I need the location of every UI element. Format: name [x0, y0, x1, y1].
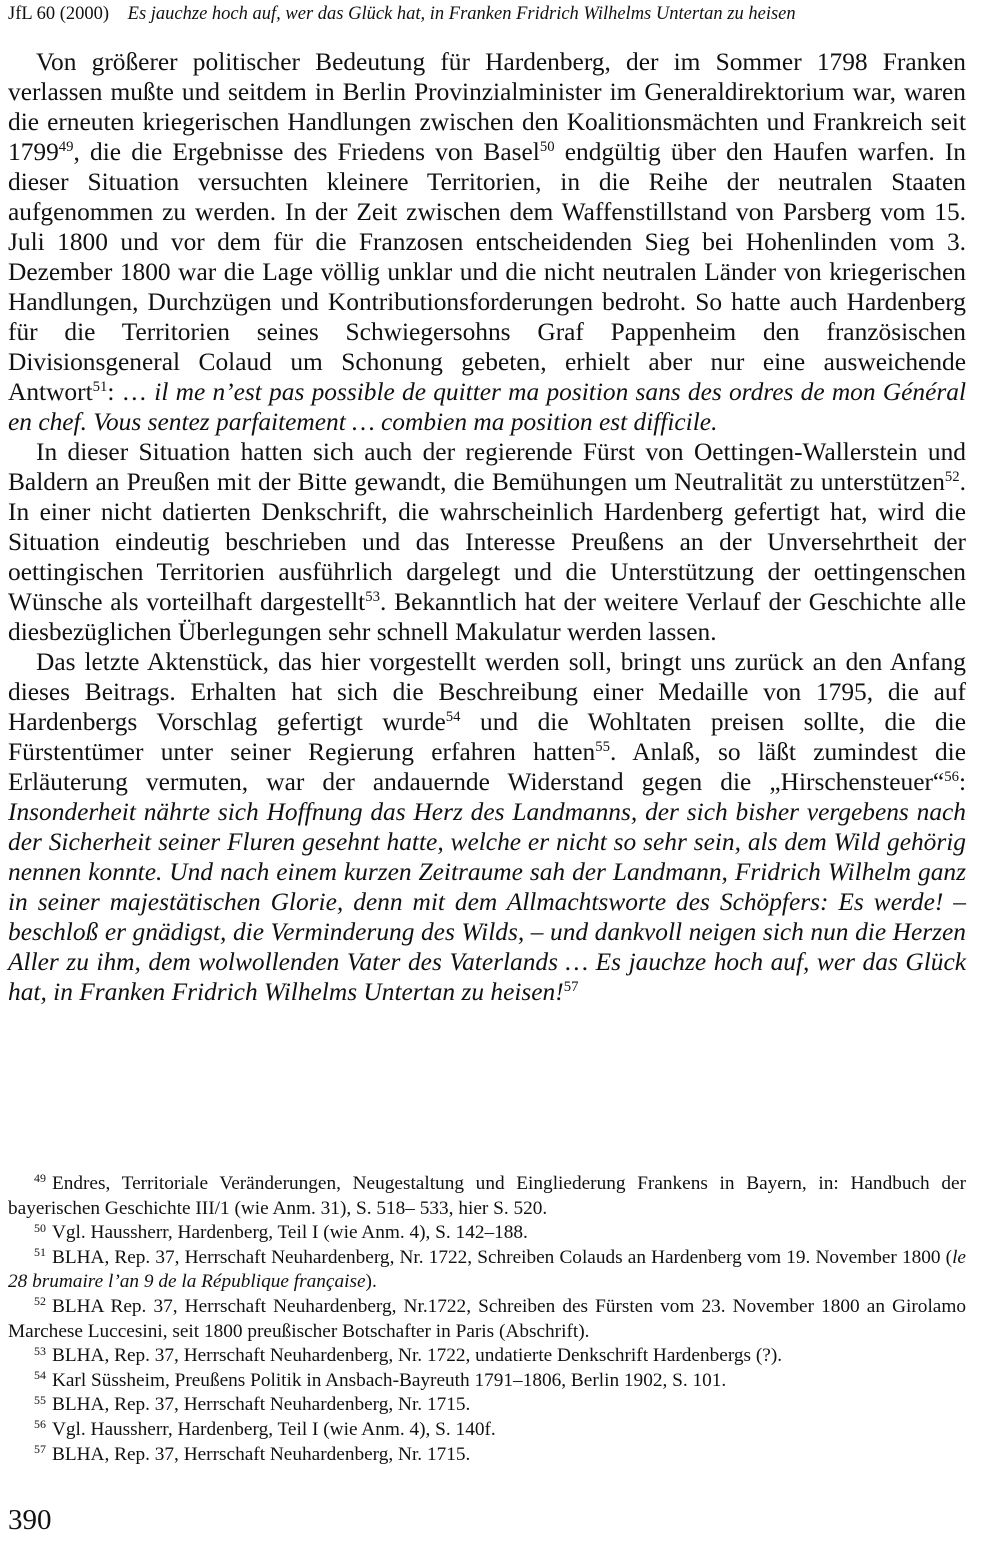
footnote-ref: 56	[944, 768, 959, 785]
footnote-number: 53	[34, 1343, 46, 1358]
footnote	[8, 1344, 966, 1369]
text-run: :	[958, 768, 966, 796]
footnote-number: 54	[34, 1368, 46, 1383]
text-run: : …	[107, 378, 155, 406]
footnote	[8, 1246, 966, 1295]
text-run: Vgl. Haussherr, Hardenberg, Teil I (wie Anm. 4), S. 140f.	[51, 1418, 496, 1440]
footnote	[8, 1418, 966, 1443]
footnote-ref: 57	[563, 978, 579, 995]
text-run: In dieser Situation hatten sich auch der regierende Fürst von Oettingen-Wallerstein und Baldern an Preußen mit der Bitte gewandt, die Bemühungen um Neutralität zu unterstützen	[8, 438, 966, 496]
text-run: ).	[365, 1271, 377, 1293]
footnote-number: 55	[34, 1392, 46, 1407]
text-run: Das letzte Aktenstück, das hier vorgestellt werden soll, bringt uns zurück an den Anfang dieses Beitrags. Erhalten hat sich die Beschreibung einer Medaille von 1795, die auf Hardenbergs Vorschlag gefertigt wurde	[8, 648, 966, 736]
italic-quote: Insonderheit nährte sich Hoffnung das Herz des Landmanns, der sich bisher vergebens nach der Sicherheit seiner Fluren gesehnt hatte, welche er nicht so sehr sein, als dem Wild gehörig nennen konnte. Und nach einem kurzen Zeitraume sah der Landmann, Fridrich Wilhelm ganz in seiner majestätischen Glorie, denn mit dem Allmachtsworte des Schöpfers: Es werde! – beschloß er gnädigst, die Verminderung des Wilds, – und dankvoll neigen sich nun die Herzen Aller zu ihm, dem wolwollenden Vater des Vaterlands … Es jauchze hoch auf, wer das Glück hat, in Franken Fridrich Wilhelms Untertan zu heisen!	[8, 798, 966, 1006]
footnote-ref: 50	[539, 138, 555, 155]
text-run: BLHA Rep. 37, Herrschaft Neuhardenberg, Nr.1722, Schreiben des Fürsten vom 23. November 1800 an Girolamo Marchese Luccesini, seit 1800 preußischer Botschafter in Paris (Abschrift).	[8, 1295, 966, 1342]
footnote	[8, 1369, 966, 1394]
text-run: und die Wohltaten preisen sollte, die die Fürstentümer unter seiner Regierung erfahren hatten	[8, 708, 966, 766]
text-run: . Bekanntlich hat der weitere Verlauf der Geschichte alle diesbezüglichen Überlegungen sehr schnell Makulatur werden lassen.	[8, 588, 966, 646]
journal-reference: JfL 60 (2000)	[8, 4, 110, 24]
footnote-number: 52	[34, 1294, 46, 1309]
footnote-number: 57	[34, 1441, 46, 1456]
footnote-ref: 53	[365, 588, 380, 605]
footnote-number: 51	[34, 1245, 46, 1260]
footnote	[8, 1393, 966, 1418]
footnote-ref: 51	[92, 378, 108, 395]
text-run: . Anlaß, so läßt zumindest die Erläuterung vermuten, war der andauernde Widerstand gegen die „Hirschensteuer“	[8, 738, 966, 796]
footnotes	[8, 1172, 966, 1467]
paragraph	[8, 647, 966, 1007]
running-header	[8, 4, 988, 25]
italic-quote: il me n’est pas possible de quitter ma position sans des ordres de mon Général en chef. Vous sentez parfaitement … combien ma position est difficile.	[8, 378, 966, 436]
footnote-number: 49	[34, 1171, 46, 1186]
footnote-ref: 55	[595, 738, 610, 755]
footnote	[8, 1172, 966, 1221]
text-run: , die die Ergebnisse des Friedens von Basel	[73, 138, 540, 166]
footnote-ref: 49	[58, 138, 74, 155]
text-run: Endres, Territoriale Veränderungen, Neugestaltung und Eingliederung Frankens in Bayern, in: Handbuch der bayerischen Geschichte III/1 (wie Anm. 31), S. 518– 533, hier S. 520.	[8, 1173, 966, 1219]
running-title: Es jauchze hoch auf, wer das Glück hat, in Franken Fridrich Wilhelms Untertan zu heisen	[127, 4, 796, 24]
footnote-ref: 54	[445, 708, 461, 725]
paragraph	[8, 47, 966, 437]
footnote	[8, 1443, 966, 1468]
footnote	[8, 1221, 966, 1246]
text-run: Vgl. Haussherr, Hardenberg, Teil I (wie Anm. 4), S. 142–188.	[51, 1222, 528, 1244]
text-run: BLHA, Rep. 37, Herrschaft Neuhardenberg, Nr. 1715.	[51, 1394, 471, 1416]
italic-quote: le 28 brumaire l’an 9 de la République française	[8, 1246, 966, 1293]
page-number: 390	[8, 1504, 52, 1536]
text-run: BLHA, Rep. 37, Herrschaft Neuhardenberg, Nr. 1715.	[51, 1443, 471, 1465]
footnote-ref: 52	[944, 468, 960, 485]
text-run: Von größerer politischer Bedeutung für Hardenberg, der im Sommer 1798 Franken verlassen mußte und seitdem in Berlin Provinzialminister im Generaldirektorium war, waren die erneuten kriegerischen Handlungen zwischen den Koalitionsmächten und Frankreich seit 1799	[8, 48, 966, 166]
text-run: . In einer nicht datierten Denkschrift, die wahrscheinlich Hardenberg gefertigt hat, wird die Situation eindeutig beschrieben und das Interesse Preußens an der Unversehrtheit der oettingischen Territorien ausführlich dargelegt und die Unterstützung der oettingenschen Wünsche als vorteilhaft dargestellt	[8, 468, 966, 616]
footnote-number: 56	[34, 1417, 46, 1432]
footnote	[8, 1295, 966, 1344]
paragraph	[8, 437, 966, 647]
text-run: endgültig über den Haufen warfen. In dieser Situation versuchten kleinere Territorien, in die Reihe der neutralen Staaten aufgenommen zu werden. In der Zeit zwischen dem Waffenstillstand von Parsberg vom 15. Juli 1800 und vor dem für die Franzosen entscheidenden Sieg bei Hohenlinden vom 3. Dezember 1800 war die Lage völlig unklar und die nicht neutralen Länder von kriegerischen Handlungen, Durchzügen und Kontributionsforderungen bedroht. So hatte auch Hardenberg für die Territorien seines Schwiegersohns Graf Pappenheim den französischen Divisionsgeneral Colaud um Schonung gebeten, erhielt aber nur eine ausweichende Antwort	[8, 138, 966, 406]
main-text	[8, 47, 966, 1007]
text-run: Karl Süssheim, Preußens Politik in Ansbach-Bayreuth 1791–1806, Berlin 1902, S. 101.	[51, 1369, 727, 1391]
text-run: BLHA, Rep. 37, Herrschaft Neuhardenberg, Nr. 1722, undatierte Denkschrift Hardenbergs (?).	[51, 1345, 783, 1367]
text-run: BLHA, Rep. 37, Herrschaft Neuhardenberg, Nr. 1722, Schreiben Colauds an Hardenberg vom 19. November 1800 (	[51, 1246, 953, 1268]
footnote-number: 50	[34, 1220, 46, 1235]
